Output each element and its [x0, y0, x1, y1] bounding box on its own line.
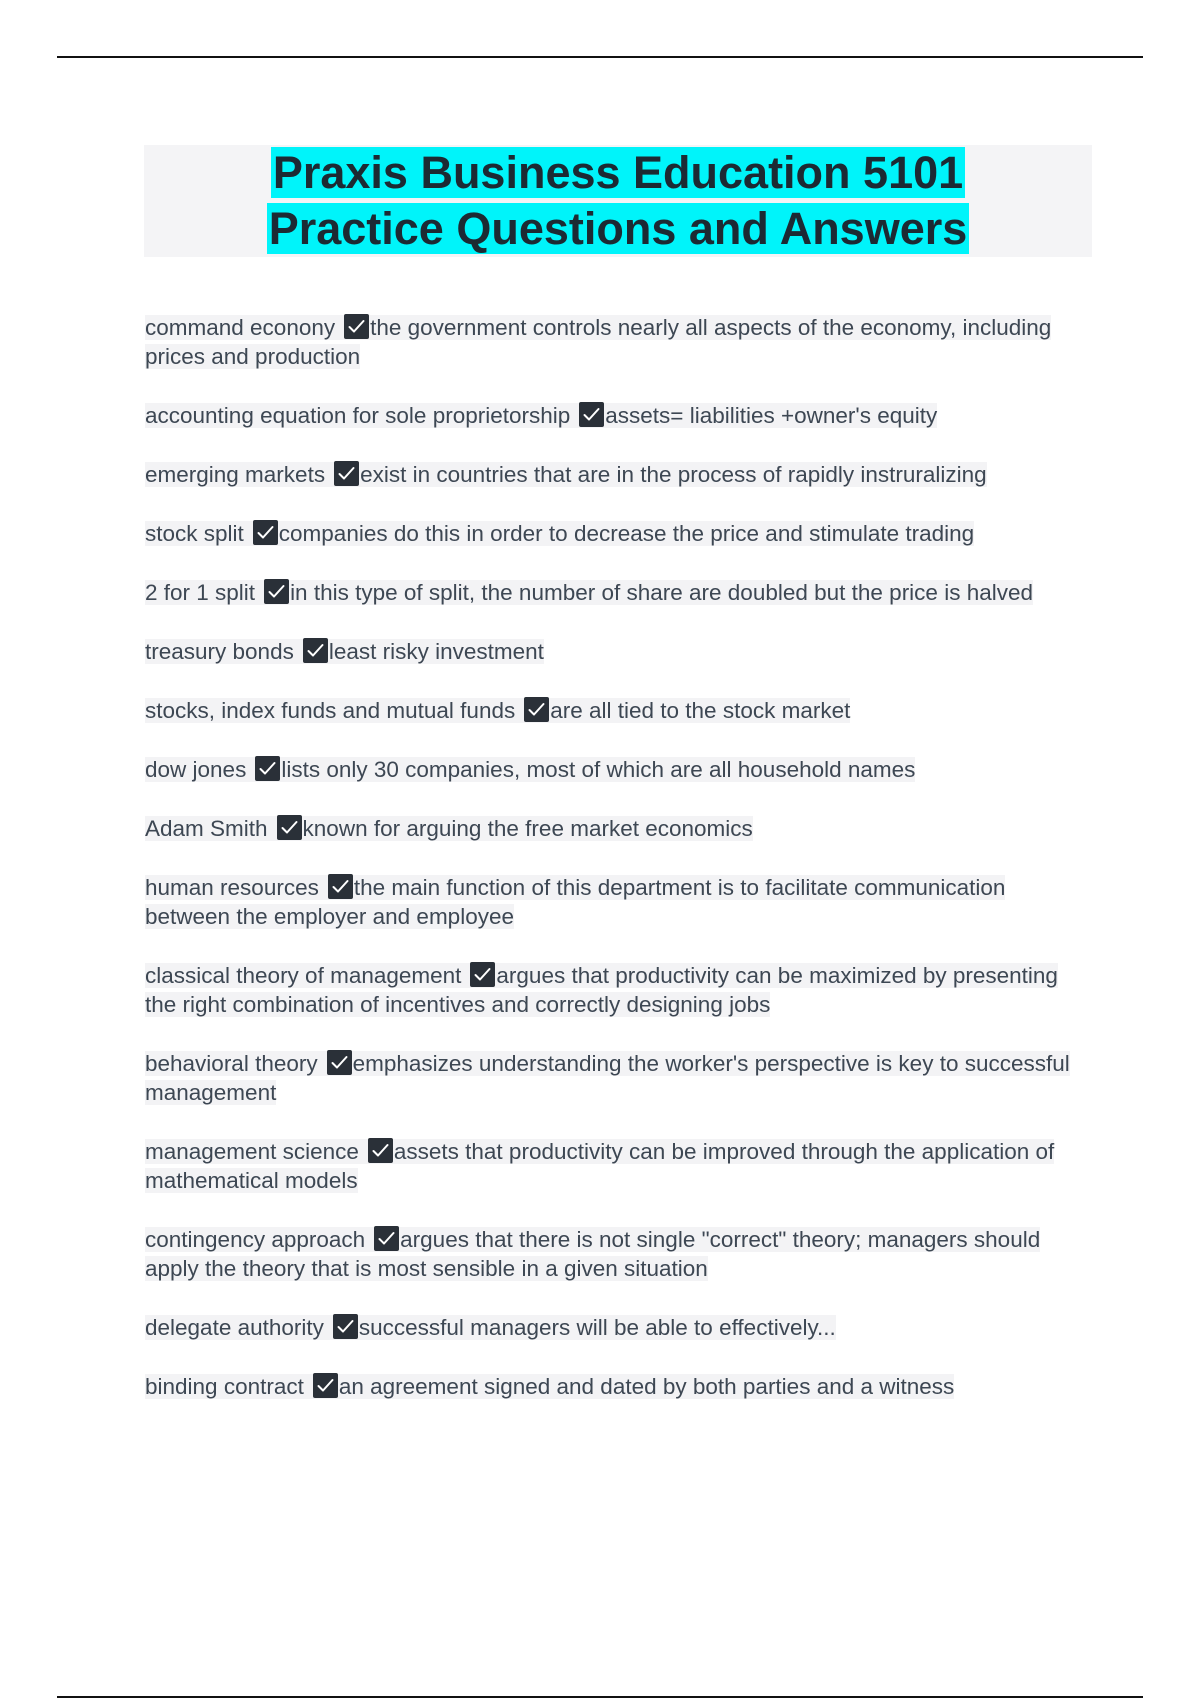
qa-answer: the main function of this department is to facilitate communication between the employer and employee [145, 875, 1006, 929]
qa-text [145, 698, 850, 723]
qa-text [145, 521, 974, 546]
qa-text [145, 403, 937, 428]
qa-term: binding contract [145, 1374, 304, 1399]
check-mark-icon [255, 756, 280, 781]
check-mark-icon [368, 1138, 393, 1163]
qa-item [145, 578, 1080, 607]
check-mark-icon [333, 1314, 358, 1339]
qa-item [145, 519, 1080, 548]
qa-text [145, 875, 1005, 929]
page-title-line2: Practice Questions and Answers [268, 203, 968, 254]
qa-text [145, 1374, 954, 1399]
qa-answer: known for arguing the free market economics [302, 816, 753, 841]
qa-answer: the government controls nearly all aspects of the economy, including prices and production [145, 315, 1052, 369]
qa-text [145, 757, 915, 782]
check-mark-icon [579, 402, 604, 427]
bottom-divider [57, 1696, 1143, 1698]
qa-answer: argues that there is not single "correct" theory; managers should apply the theory that is most sensible in a given situation [145, 1227, 1041, 1281]
qa-item [145, 1313, 1080, 1342]
qa-item [145, 637, 1080, 666]
qa-answer: an agreement signed and dated by both parties and a witness [338, 1374, 955, 1399]
qa-text [145, 639, 544, 664]
qa-text [145, 1051, 1070, 1105]
check-mark-icon [277, 815, 302, 840]
qa-term: human resources [145, 875, 319, 900]
check-mark-icon [327, 1050, 352, 1075]
qa-term: contingency approach [145, 1227, 366, 1252]
qa-answer: in this type of split, the number of share are doubled but the price is halved [290, 580, 1034, 605]
qa-term: delegate authority [145, 1315, 324, 1340]
qa-answer: assets= liabilities +owner's equity [605, 403, 938, 428]
qa-answer: lists only 30 companies, most of which are all household names [281, 757, 916, 782]
qa-list [145, 313, 1080, 1431]
qa-text [145, 1227, 1040, 1281]
qa-term: classical theory of management [145, 963, 462, 988]
qa-item [145, 814, 1080, 843]
qa-answer: emphasizes understanding the worker's perspective is key to successful management [145, 1051, 1070, 1105]
check-mark-icon [524, 697, 549, 722]
page-title [144, 145, 1092, 257]
qa-term: 2 for 1 split [145, 580, 256, 605]
qa-answer: are all tied to the stock market [550, 698, 851, 723]
qa-text [145, 1315, 836, 1340]
qa-item [145, 1225, 1080, 1283]
qa-text [145, 1139, 1054, 1193]
qa-answer: successful managers will be able to effectively... [358, 1315, 836, 1340]
qa-term: emerging markets [145, 462, 326, 487]
check-mark-icon [344, 314, 369, 339]
qa-item [145, 313, 1080, 371]
qa-text [145, 963, 1058, 1017]
qa-item [145, 1049, 1080, 1107]
top-divider [57, 56, 1143, 58]
qa-answer: argues that productivity can be maximized by presenting the right combination of incentives and correctly designing jobs [145, 963, 1058, 1017]
check-mark-icon [253, 520, 278, 545]
qa-item [145, 755, 1080, 784]
qa-item [145, 873, 1080, 931]
qa-term: accounting equation for sole proprietorship [145, 403, 571, 428]
qa-text [145, 315, 1051, 369]
qa-term: Adam Smith [145, 816, 268, 841]
qa-text [145, 580, 1033, 605]
qa-item [145, 961, 1080, 1019]
qa-term: stock split [145, 521, 244, 546]
check-mark-icon [334, 461, 359, 486]
qa-answer: companies do this in order to decrease the price and stimulate trading [278, 521, 975, 546]
qa-item [145, 1372, 1080, 1401]
check-mark-icon [313, 1373, 338, 1398]
qa-term: stocks, index funds and mutual funds [145, 698, 516, 723]
qa-item [145, 1137, 1080, 1195]
page-title-line1: Praxis Business Education 5101 [272, 147, 964, 198]
qa-term: management science [145, 1139, 359, 1164]
check-mark-icon [264, 579, 289, 604]
check-mark-icon [328, 874, 353, 899]
qa-answer: least risky investment [328, 639, 544, 664]
qa-item [145, 696, 1080, 725]
qa-term: command econony [145, 315, 336, 340]
qa-item [145, 460, 1080, 489]
qa-term: behavioral theory [145, 1051, 318, 1076]
qa-term: dow jones [145, 757, 247, 782]
qa-answer: assets that productivity can be improved through the application of mathematical models [145, 1139, 1055, 1193]
qa-term: treasury bonds [145, 639, 294, 664]
check-mark-icon [374, 1226, 399, 1251]
qa-text [145, 816, 753, 841]
qa-text [145, 462, 987, 487]
check-mark-icon [303, 638, 328, 663]
check-mark-icon [470, 962, 495, 987]
qa-item [145, 401, 1080, 430]
qa-answer: exist in countries that are in the process of rapidly instruralizing [360, 462, 987, 487]
